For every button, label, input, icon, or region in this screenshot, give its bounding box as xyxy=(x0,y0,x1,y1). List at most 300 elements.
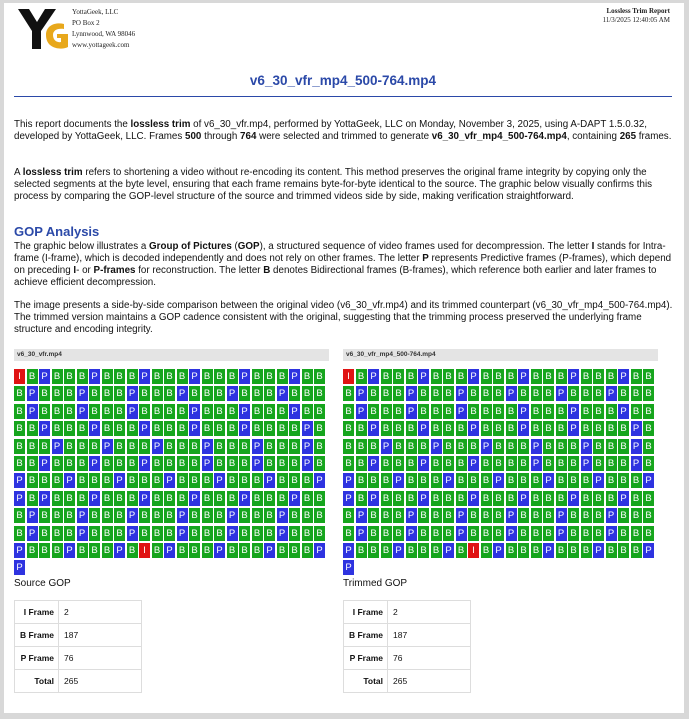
gop-frame-p: P xyxy=(481,439,492,454)
gop-frame-b: B xyxy=(27,369,38,384)
gop-frame-b: B xyxy=(89,526,100,541)
gop-frame-p: P xyxy=(302,421,313,436)
gop-frame-b: B xyxy=(356,439,367,454)
gop-frame-b: B xyxy=(631,386,642,401)
gop-frame-b: B xyxy=(102,526,113,541)
gop-frame-p: P xyxy=(289,404,300,419)
gop-frame-b: B xyxy=(102,386,113,401)
gop-frame-b: B xyxy=(356,491,367,506)
gop-frame-b: B xyxy=(202,386,213,401)
gop-frame-b: B xyxy=(506,473,517,488)
gop-frame-p: P xyxy=(418,491,429,506)
gop-frame-b: B xyxy=(39,543,50,558)
gop-frame-p: P xyxy=(631,456,642,471)
gop-frame-b: B xyxy=(493,491,504,506)
gop-frame-b: B xyxy=(643,526,654,541)
gop-frame-b: B xyxy=(152,421,163,436)
gop-frame-b: B xyxy=(114,421,125,436)
gop-frame-p: P xyxy=(543,543,554,558)
gop-frame-b: B xyxy=(214,526,225,541)
gop-frame-b: B xyxy=(239,526,250,541)
gop-frame-b: B xyxy=(393,526,404,541)
gop-frame-b: B xyxy=(139,386,150,401)
gop-frame-b: B xyxy=(252,526,263,541)
definition-paragraph: A lossless trim refers to shortening a video without re-encoding its content. This method preserves the original frame integrity by copying only the selected segments at the byte level, ensuring that each frame remains byte-for-byte identical to the source. The graphic below visually confirms this process by comparing the GOP-level structure of the source and trimmed videos side by side, making verification straightforward. xyxy=(14,167,653,202)
gop-frame-b: B xyxy=(593,526,604,541)
gop-frame-b: B xyxy=(468,386,479,401)
stat-label: I Frame xyxy=(15,601,59,624)
gop-frame-b: B xyxy=(89,473,100,488)
gop-frame-b: B xyxy=(289,456,300,471)
gop-frame-p: P xyxy=(568,404,579,419)
gop-explanation-paragraph: The graphic below illustrates a Group of Pictures (GOP), a structured sequence of video frames used for decompression. The letter I stands for Intra-frame (I-frame), which is decoded independently and does not rely on other frames. The letter P represents Predictive frames (P-frames), which depend on preceding I- or P-frames for reconstruction. The letter B denotes Bidirectional frames (B-frames), which reference both earlier and later frames to achieve efficient decompression. xyxy=(14,241,672,288)
gop-frame-p: P xyxy=(152,439,163,454)
gop-frame-p: P xyxy=(14,543,25,558)
gop-frame-b: B xyxy=(531,491,542,506)
gop-frame-b: B xyxy=(152,526,163,541)
gop-frame-b: B xyxy=(393,386,404,401)
gop-frame-b: B xyxy=(343,439,354,454)
gop-frame-b: B xyxy=(393,404,404,419)
gop-frame-p: P xyxy=(289,369,300,384)
gop-frame-b: B xyxy=(456,369,467,384)
gop-frame-b: B xyxy=(289,508,300,523)
gop-frame-p: P xyxy=(593,543,604,558)
gop-frame-b: B xyxy=(127,369,138,384)
gop-frame-b: B xyxy=(252,473,263,488)
gop-frame-p: P xyxy=(356,508,367,523)
gop-frame-b: B xyxy=(618,543,629,558)
gop-frame-b: B xyxy=(252,369,263,384)
gop-frame-b: B xyxy=(89,386,100,401)
stat-value: 187 xyxy=(59,624,142,647)
gop-frame-i: I xyxy=(139,543,150,558)
gop-frame-b: B xyxy=(356,421,367,436)
gop-frame-b: B xyxy=(343,526,354,541)
gop-frame-b: B xyxy=(189,508,200,523)
gop-frame-b: B xyxy=(14,508,25,523)
gop-frame-b: B xyxy=(593,369,604,384)
gop-frame-p: P xyxy=(89,421,100,436)
gop-frame-b: B xyxy=(152,543,163,558)
gop-frame-p: P xyxy=(518,404,529,419)
gop-frame-p: P xyxy=(556,386,567,401)
gop-frame-b: B xyxy=(481,526,492,541)
gop-frame-b: B xyxy=(443,404,454,419)
gop-frame-b: B xyxy=(64,369,75,384)
gop-frame-p: P xyxy=(127,508,138,523)
gop-frame-b: B xyxy=(102,404,113,419)
gop-frame-b: B xyxy=(264,491,275,506)
gop-frame-p: P xyxy=(314,473,325,488)
gop-frame-b: B xyxy=(368,404,379,419)
gop-frame-b: B xyxy=(556,369,567,384)
gop-frame-p: P xyxy=(227,386,238,401)
gop-frame-b: B xyxy=(14,386,25,401)
gop-frame-b: B xyxy=(39,508,50,523)
gop-frame-b: B xyxy=(27,421,38,436)
gop-frame-b: B xyxy=(89,543,100,558)
gop-frame-b: B xyxy=(277,543,288,558)
gop-frame-p: P xyxy=(643,473,654,488)
gop-frame-p: P xyxy=(77,386,88,401)
trimmed-file-label: v6_30_vfr_mp4_500-764.mp4 xyxy=(343,349,658,361)
gop-frame-p: P xyxy=(368,369,379,384)
gop-frame-b: B xyxy=(177,473,188,488)
gop-frame-p: P xyxy=(581,439,592,454)
gop-frame-p: P xyxy=(343,543,354,558)
gop-frame-b: B xyxy=(64,404,75,419)
gop-frame-b: B xyxy=(356,473,367,488)
source-stats-table xyxy=(14,600,142,693)
gop-frame-b: B xyxy=(581,508,592,523)
gop-frame-b: B xyxy=(481,404,492,419)
gop-frame-b: B xyxy=(443,526,454,541)
gop-frame-b: B xyxy=(506,543,517,558)
gop-frame-b: B xyxy=(252,543,263,558)
gop-frame-b: B xyxy=(214,369,225,384)
gop-frame-b: B xyxy=(456,473,467,488)
gop-frame-p: P xyxy=(506,386,517,401)
gop-frame-p: P xyxy=(343,491,354,506)
gop-frame-b: B xyxy=(314,439,325,454)
gop-frame-b: B xyxy=(227,439,238,454)
gop-frame-b: B xyxy=(214,508,225,523)
gop-frame-b: B xyxy=(618,439,629,454)
gop-frame-p: P xyxy=(277,386,288,401)
gop-frame-b: B xyxy=(593,439,604,454)
gop-frame-b: B xyxy=(277,473,288,488)
gop-frame-b: B xyxy=(264,386,275,401)
gop-frame-p: P xyxy=(252,439,263,454)
gop-frame-b: B xyxy=(593,508,604,523)
gop-frame-b: B xyxy=(643,421,654,436)
gop-frame-b: B xyxy=(543,508,554,523)
gop-frame-b: B xyxy=(381,508,392,523)
stat-label: P Frame xyxy=(15,647,59,670)
gop-frame-p: P xyxy=(239,404,250,419)
gop-frame-p: P xyxy=(468,456,479,471)
gop-frame-p: P xyxy=(443,473,454,488)
gop-frame-b: B xyxy=(631,508,642,523)
gop-frame-b: B xyxy=(277,439,288,454)
gop-frame-p: P xyxy=(177,386,188,401)
gop-frame-b: B xyxy=(356,456,367,471)
table-row xyxy=(15,670,142,693)
gop-frame-b: B xyxy=(593,386,604,401)
gop-frame-b: B xyxy=(314,456,325,471)
gop-frame-b: B xyxy=(189,456,200,471)
gop-frame-b: B xyxy=(556,473,567,488)
gop-frame-b: B xyxy=(177,421,188,436)
gop-frame-b: B xyxy=(264,456,275,471)
gop-frame-b: B xyxy=(252,421,263,436)
gop-frame-b: B xyxy=(52,456,63,471)
gop-frame-b: B xyxy=(443,369,454,384)
gop-frame-p: P xyxy=(214,473,225,488)
gop-frame-b: B xyxy=(302,491,313,506)
gop-frame-p: P xyxy=(456,526,467,541)
gop-frame-b: B xyxy=(631,404,642,419)
gop-frame-b: B xyxy=(164,404,175,419)
source-file-label: v6_30_vfr.mp4 xyxy=(14,349,329,361)
gop-frame-b: B xyxy=(114,456,125,471)
gop-frame-p: P xyxy=(493,543,504,558)
gop-frame-p: P xyxy=(468,491,479,506)
gop-frame-b: B xyxy=(568,543,579,558)
gop-frame-b: B xyxy=(381,473,392,488)
gop-frame-b: B xyxy=(289,386,300,401)
gop-frame-b: B xyxy=(568,508,579,523)
gop-frame-b: B xyxy=(581,491,592,506)
company-address-2: Lynnwood, WA 98046 xyxy=(72,30,136,38)
company-info xyxy=(72,7,135,51)
gop-frame-b: B xyxy=(631,526,642,541)
gop-frame-b: B xyxy=(27,543,38,558)
gop-frame-b: B xyxy=(543,456,554,471)
gop-frame-b: B xyxy=(289,421,300,436)
gop-frame-b: B xyxy=(14,526,25,541)
gop-frame-b: B xyxy=(456,543,467,558)
gop-frame-b: B xyxy=(381,421,392,436)
gop-frame-b: B xyxy=(581,404,592,419)
gop-frame-b: B xyxy=(27,491,38,506)
gop-frame-b: B xyxy=(214,386,225,401)
stat-value: 265 xyxy=(59,670,142,693)
gop-frame-b: B xyxy=(381,456,392,471)
gop-frame-b: B xyxy=(418,386,429,401)
gop-frame-b: B xyxy=(531,404,542,419)
gop-frame-b: B xyxy=(139,439,150,454)
gop-frame-b: B xyxy=(343,456,354,471)
gop-frame-b: B xyxy=(77,491,88,506)
gop-frame-p: P xyxy=(606,526,617,541)
gop-frame-b: B xyxy=(556,404,567,419)
gop-frame-b: B xyxy=(252,386,263,401)
gop-frame-b: B xyxy=(568,386,579,401)
gop-frame-b: B xyxy=(102,543,113,558)
gop-frame-b: B xyxy=(77,369,88,384)
gop-frame-b: B xyxy=(177,369,188,384)
gop-frame-p: P xyxy=(127,526,138,541)
gop-frame-b: B xyxy=(468,508,479,523)
gop-frame-b: B xyxy=(202,526,213,541)
gop-frame-b: B xyxy=(127,473,138,488)
gop-frame-b: B xyxy=(581,543,592,558)
company-name: YottaGeek, LLC xyxy=(72,8,119,16)
gop-frame-b: B xyxy=(14,456,25,471)
gop-frame-p: P xyxy=(27,508,38,523)
gop-frame-b: B xyxy=(89,439,100,454)
gop-frame-b: B xyxy=(77,543,88,558)
gop-frame-b: B xyxy=(356,543,367,558)
trimmed-gop-panel xyxy=(343,349,658,686)
gop-frame-p: P xyxy=(531,439,542,454)
gop-frame-p: P xyxy=(77,526,88,541)
gop-frame-p: P xyxy=(177,526,188,541)
gop-frame-b: B xyxy=(368,508,379,523)
gop-frame-b: B xyxy=(302,526,313,541)
gop-frame-b: B xyxy=(618,386,629,401)
gop-frame-b: B xyxy=(406,543,417,558)
trimmed-gop-grid xyxy=(343,369,658,579)
gop-frame-p: P xyxy=(64,473,75,488)
gop-frame-b: B xyxy=(277,404,288,419)
gop-frame-b: B xyxy=(406,491,417,506)
gop-frame-b: B xyxy=(239,456,250,471)
gop-frame-p: P xyxy=(631,439,642,454)
gop-frame-b: B xyxy=(202,491,213,506)
gop-frame-b: B xyxy=(252,508,263,523)
gop-frame-b: B xyxy=(189,473,200,488)
gop-frame-b: B xyxy=(568,526,579,541)
gop-frame-p: P xyxy=(27,404,38,419)
gop-frame-b: B xyxy=(64,456,75,471)
gop-frame-b: B xyxy=(289,543,300,558)
gop-frame-b: B xyxy=(506,404,517,419)
gop-frame-b: B xyxy=(543,526,554,541)
gop-frame-b: B xyxy=(468,439,479,454)
gop-frame-p: P xyxy=(368,456,379,471)
gop-frame-b: B xyxy=(531,543,542,558)
gop-frame-b: B xyxy=(52,473,63,488)
gop-frame-b: B xyxy=(152,456,163,471)
gop-frame-b: B xyxy=(64,508,75,523)
gop-frame-b: B xyxy=(189,439,200,454)
stat-value: 2 xyxy=(388,601,471,624)
gop-frame-b: B xyxy=(618,473,629,488)
gop-frame-b: B xyxy=(102,456,113,471)
gop-frame-b: B xyxy=(506,439,517,454)
gop-frame-b: B xyxy=(27,473,38,488)
gop-frame-b: B xyxy=(606,421,617,436)
gop-frame-b: B xyxy=(606,543,617,558)
gop-frame-p: P xyxy=(14,560,25,575)
gop-frame-p: P xyxy=(202,439,213,454)
gop-frame-b: B xyxy=(227,421,238,436)
report-title: Lossless Trim Report xyxy=(606,7,670,15)
gop-frame-b: B xyxy=(114,404,125,419)
gop-frame-b: B xyxy=(152,491,163,506)
gop-frame-b: B xyxy=(543,421,554,436)
stat-label: Total xyxy=(15,670,59,693)
gop-frame-b: B xyxy=(531,369,542,384)
gop-frame-b: B xyxy=(368,526,379,541)
table-row xyxy=(344,647,471,670)
gop-frame-b: B xyxy=(406,439,417,454)
gop-frame-b: B xyxy=(543,439,554,454)
gop-frame-b: B xyxy=(114,369,125,384)
gop-frame-b: B xyxy=(164,369,175,384)
gop-frame-b: B xyxy=(393,369,404,384)
gop-frame-b: B xyxy=(189,526,200,541)
gop-frame-b: B xyxy=(456,491,467,506)
gop-frame-b: B xyxy=(127,456,138,471)
comparison-paragraph: The image presents a side-by-side comparison between the original video (v6_30_vfr.mp4) and its trimmed counterpart (v6_30_vfr_mp4_500-764.mp4). The trimmed version maintains a GOP cadence consistent with the original, suggesting that the trimming process preserved the underlying frame structure and encoding integrity. xyxy=(14,300,673,335)
gop-frame-b: B xyxy=(52,508,63,523)
gop-frame-p: P xyxy=(568,491,579,506)
gop-frame-b: B xyxy=(581,386,592,401)
gop-frame-b: B xyxy=(152,508,163,523)
gop-frame-b: B xyxy=(227,543,238,558)
gop-analysis-heading: GOP Analysis xyxy=(14,224,100,239)
gop-frame-b: B xyxy=(114,508,125,523)
gop-frame-b: B xyxy=(152,369,163,384)
gop-frame-p: P xyxy=(189,369,200,384)
gop-frame-b: B xyxy=(531,421,542,436)
trimmed-gop-caption: Trimmed GOP xyxy=(343,578,408,589)
gop-frame-b: B xyxy=(264,526,275,541)
stat-label: I Frame xyxy=(344,601,388,624)
gop-frame-p: P xyxy=(506,526,517,541)
gop-frame-b: B xyxy=(177,456,188,471)
gop-frame-b: B xyxy=(456,456,467,471)
gop-frame-b: B xyxy=(368,386,379,401)
gop-frame-b: B xyxy=(164,386,175,401)
gop-frame-b: B xyxy=(618,421,629,436)
gop-frame-b: B xyxy=(481,491,492,506)
gop-frame-b: B xyxy=(27,456,38,471)
gop-frame-p: P xyxy=(302,439,313,454)
gop-frame-b: B xyxy=(314,369,325,384)
gop-frame-b: B xyxy=(493,404,504,419)
gop-frame-b: B xyxy=(264,404,275,419)
gop-frame-b: B xyxy=(568,456,579,471)
gop-frame-b: B xyxy=(302,543,313,558)
gop-frame-b: B xyxy=(581,421,592,436)
gop-frame-b: B xyxy=(618,456,629,471)
gop-frame-b: B xyxy=(506,421,517,436)
gop-frame-p: P xyxy=(27,386,38,401)
gop-frame-b: B xyxy=(64,421,75,436)
gop-frame-i: I xyxy=(14,369,25,384)
gop-frame-b: B xyxy=(631,369,642,384)
gop-frame-b: B xyxy=(443,421,454,436)
gop-frame-p: P xyxy=(189,404,200,419)
gop-frame-b: B xyxy=(493,421,504,436)
gop-frame-b: B xyxy=(202,369,213,384)
gop-frame-b: B xyxy=(568,439,579,454)
gop-frame-b: B xyxy=(518,543,529,558)
gop-frame-b: B xyxy=(52,526,63,541)
gop-frame-b: B xyxy=(164,439,175,454)
gop-frame-p: P xyxy=(568,369,579,384)
gop-frame-b: B xyxy=(14,421,25,436)
gop-frame-b: B xyxy=(239,439,250,454)
gop-frame-b: B xyxy=(314,491,325,506)
gop-frame-b: B xyxy=(64,386,75,401)
gop-frame-b: B xyxy=(227,491,238,506)
gop-frame-p: P xyxy=(239,369,250,384)
gop-frame-p: P xyxy=(606,508,617,523)
gop-frame-b: B xyxy=(493,439,504,454)
gop-frame-b: B xyxy=(314,526,325,541)
gop-frame-b: B xyxy=(164,421,175,436)
gop-frame-b: B xyxy=(393,456,404,471)
gop-frame-b: B xyxy=(139,473,150,488)
gop-frame-b: B xyxy=(393,421,404,436)
gop-frame-b: B xyxy=(39,439,50,454)
gop-frame-b: B xyxy=(643,404,654,419)
gop-frame-b: B xyxy=(214,404,225,419)
gop-frame-b: B xyxy=(381,543,392,558)
gop-frame-b: B xyxy=(368,543,379,558)
gop-frame-p: P xyxy=(227,526,238,541)
gop-frame-b: B xyxy=(431,543,442,558)
gop-frame-b: B xyxy=(52,369,63,384)
gop-frame-p: P xyxy=(356,526,367,541)
gop-frame-b: B xyxy=(406,421,417,436)
